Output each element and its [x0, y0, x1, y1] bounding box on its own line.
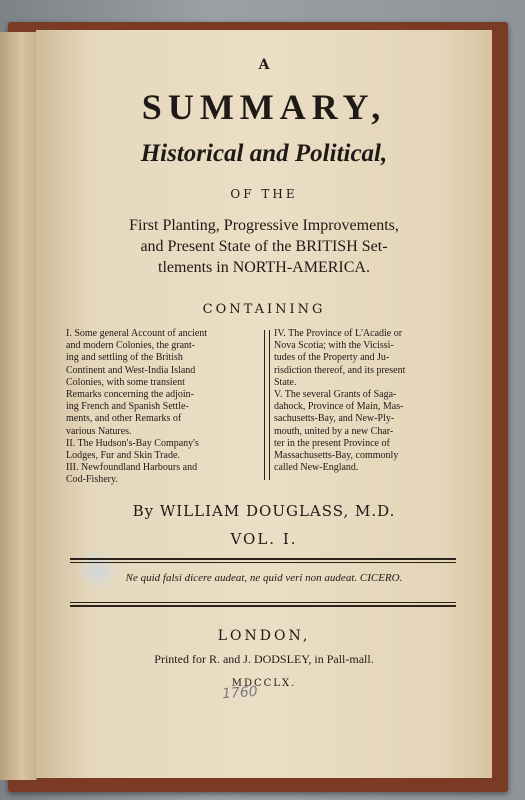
contents-line: called New-England.	[274, 462, 359, 474]
contents-line: Massachusetts-Bay, commonly	[274, 450, 399, 462]
contents-line: III. Newfoundland Harbours and	[66, 462, 198, 474]
containing-heading: CONTAINING	[202, 302, 326, 317]
book-title: SUMMARY,	[141, 87, 387, 127]
contents-line: tudes of the Property and Ju-	[274, 352, 390, 364]
page-stain	[78, 550, 118, 590]
contents-line: ing French and Spanish Settle-	[66, 401, 189, 413]
contents-line: Lodges, Fur and Skin Trade.	[66, 450, 180, 462]
contents-columns	[66, 328, 466, 488]
pencil-annotation: 1760	[221, 683, 259, 703]
rule-top-thin	[70, 562, 456, 563]
contents-line: I. Some general Account of ancient	[66, 328, 208, 339]
contents-line: risdiction thereof, and its present	[274, 364, 406, 376]
contents-line: Cod-Fishery.	[66, 474, 118, 486]
contents-line: Continent and West-India Island	[66, 364, 196, 376]
contents-line: ter in the present Province of	[274, 437, 390, 449]
facing-page-edge	[0, 32, 37, 780]
description-line-2: and Present State of the BRITISH Set-	[140, 238, 388, 255]
contents-line: and modern Colonies, the grant-	[66, 340, 196, 352]
description-line-1: First Planting, Progressive Improvements,	[129, 217, 399, 234]
contents-line: sachusetts-Bay, and New-Ply-	[274, 413, 395, 425]
title-page	[36, 30, 492, 778]
volume-line: VOL. I.	[230, 530, 298, 548]
imprint-place: LONDON,	[217, 628, 311, 644]
imprint-printer: Printed for R. and J. DODSLEY, in Pall-mall.	[154, 652, 374, 666]
contents-line: Remarks concerning the adjoin-	[66, 389, 195, 401]
contents-line: mouth, united by a new Char-	[274, 425, 394, 437]
description-line-3: tlements in NORTH-AMERICA.	[158, 259, 370, 276]
rule-bottom-thin	[70, 602, 456, 603]
contents-line: dahock, Province of Main, Mas-	[274, 401, 404, 413]
column-divider	[264, 330, 270, 480]
rule-bottom-thick	[70, 605, 456, 607]
latin-motto: Ne quid falsi dicere audeat, ne quid veri non audeat. CICERO.	[125, 572, 403, 584]
rule-top-thick	[70, 558, 456, 560]
contents-line: Colonies, with some transient	[66, 376, 185, 388]
contents-line: V. The several Grants of Saga-	[274, 389, 397, 401]
contents-line: State.	[274, 376, 297, 388]
contents-line: II. The Hudson's-Bay Company's	[66, 437, 199, 449]
contents-line: ing and settling of the British	[66, 352, 183, 364]
contents-left-column	[66, 328, 256, 487]
contents-right-column	[274, 328, 464, 474]
contents-line: Nova Scotia; with the Vicissi-	[274, 340, 394, 352]
contents-line: various Natures.	[66, 425, 132, 437]
book-subtitle: Historical and Political,	[140, 140, 388, 167]
of-the-line: OF THE	[230, 187, 298, 201]
contents-line: ments, and other Remarks of	[66, 413, 182, 425]
title-article: A	[258, 57, 270, 73]
contents-line: IV. The Province of L'Acadie or	[274, 328, 403, 339]
imprint-date: MDCCLX.	[231, 678, 297, 689]
author-line: By WILLIAM DOUGLASS, M.D.	[132, 502, 396, 520]
